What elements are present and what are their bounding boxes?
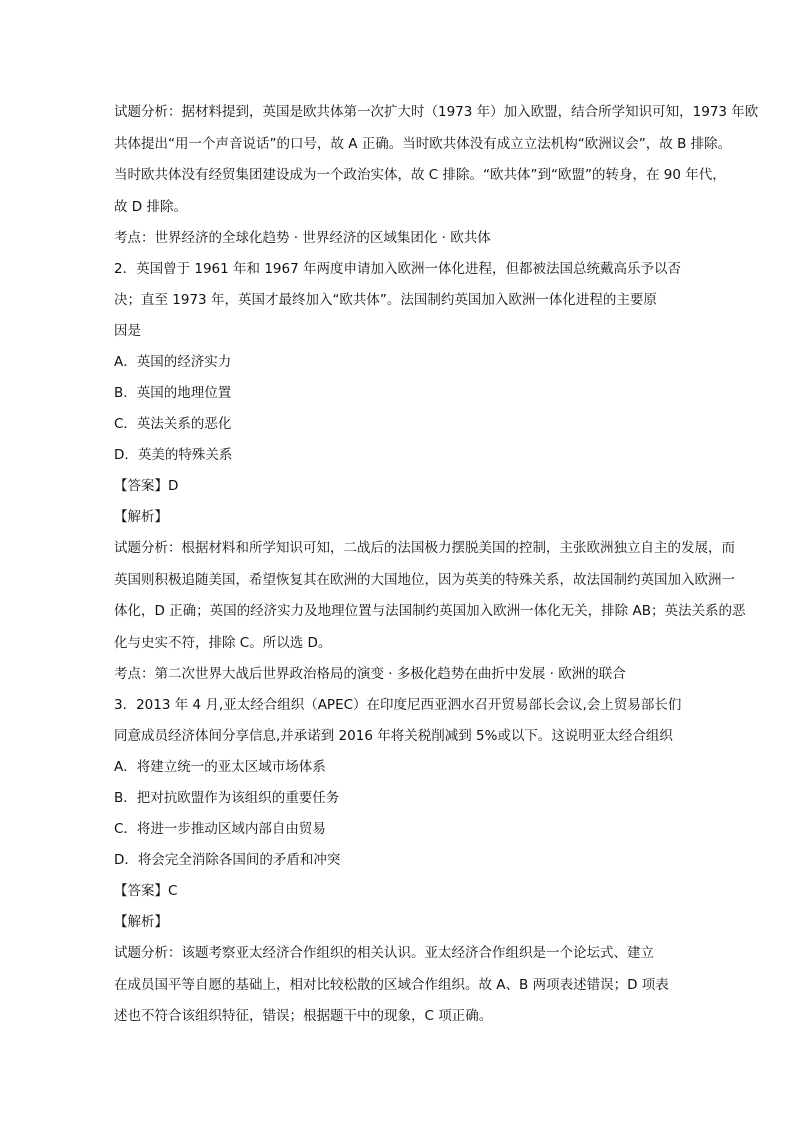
- question-2-analysis-line: 英国则积极追随美国，希望恢复其在欧洲的大国地位，因为英美的特殊关系，故法国制约英国加入欧洲一: [114, 571, 735, 588]
- question-2-stem-line: 因是: [114, 323, 141, 339]
- question-3-analysis-label: 【解析】: [114, 914, 168, 930]
- question-2: [114, 254, 786, 690]
- question-2-analysis-label: 【解析】: [114, 509, 168, 525]
- analysis-1-line: 当时欧共体没有经贸集团建设成为一个政治实体，故 C 排除。“欧共体”到“欧盟”的转身，在 90 年代，: [114, 167, 726, 183]
- question-3-option-a: A．将建立统一的亚太区域市场体系: [114, 759, 326, 775]
- analysis-1-line: 共体提出“用一个声音说话”的口号，故 A 正确。当时欧共体没有成立立法机构“欧洲议会”，故 B 排除。: [114, 135, 732, 152]
- question-2-option-b: B．英国的地理位置: [114, 385, 232, 401]
- question-2-option-c: C．英法关系的恶化: [114, 416, 232, 432]
- question-2-point: 考点：第二次世界大战后世界政治格局的演变 · 多极化趋势在曲折中发展 · 欧洲的联合: [114, 666, 626, 682]
- question-2-analysis-line: 化与史实不符，排除 C。所以选 D。: [114, 634, 332, 651]
- question-2-stem-line: 2．英国曾于 1961 年和 1967 年两度申请加入欧洲一体化进程，但都被法国总统戴高乐予以否: [114, 261, 681, 277]
- question-3-analysis-line: 试题分析：该题考察亚太经济合作组织的相关认识。亚太经济合作组织是一个论坛式、建立: [114, 945, 654, 961]
- question-3: [114, 690, 786, 1033]
- analysis-1-line: 试题分析：据材料提到，英国是欧共体第一次扩大时（1973 年）加入欧盟，结合所学知识可知，1973 年欧: [114, 104, 759, 120]
- question-2-answer: 【答案】D: [114, 478, 179, 494]
- question-2-option-d: D．英美的特殊关系: [114, 447, 233, 463]
- question-3-option-b: B．把对抗欧盟作为该组织的重要任务: [114, 790, 340, 806]
- question-3-stem-line: 3．2013 年 4 月,亚太经合组织（APEC）在印度尼西亚泗水召开贸易部长会议,会上贸易部长们: [114, 697, 682, 713]
- question-2-analysis-line: 体化，D 正确；英国的经济实力及地理位置与法国制约英国加入欧洲一体化无关，排除 AB；英法关系的恶: [114, 603, 746, 619]
- question-3-analysis-line: 述也不符合该组织特征，错误；根据题干中的现象，C 项正确。: [114, 1008, 493, 1024]
- question-3-option-d: D．将会完全消除各国间的矛盾和冲突: [114, 852, 341, 868]
- question-3-stem-line: 同意成员经济体间分享信息,并承诺到 2016 年将关税削减到 5%或以下。这说明亚太经合组织: [114, 728, 673, 744]
- question-2-analysis-line: 试题分析：根据材料和所学知识可知，二战后的法国极力摆脱美国的控制，主张欧洲独立自主的发展，而: [114, 540, 735, 556]
- question-3-answer: 【答案】C: [114, 883, 178, 899]
- analysis-1-line: 故 D 排除。: [114, 198, 187, 215]
- question-2-option-a: A．英国的经济实力: [114, 354, 232, 370]
- question-2-stem-line: 决；直至 1973 年，英国才最终加入“欧共体”。法国制约英国加入欧洲一体化进程的主要原: [114, 292, 657, 308]
- question-3-analysis-line: 在成员国平等自愿的基础上，相对比较松散的区域合作组织。故 A、B 两项表述错误；D 项表: [114, 976, 669, 993]
- question-3-option-c: C．将进一步推动区域内部自由贸易: [114, 821, 326, 837]
- analysis-1: [114, 97, 786, 254]
- document-content: [114, 97, 786, 1033]
- analysis-1-point: 考点：世界经济的全球化趋势 · 世界经济的区域集团化 · 欧共体: [114, 230, 491, 246]
